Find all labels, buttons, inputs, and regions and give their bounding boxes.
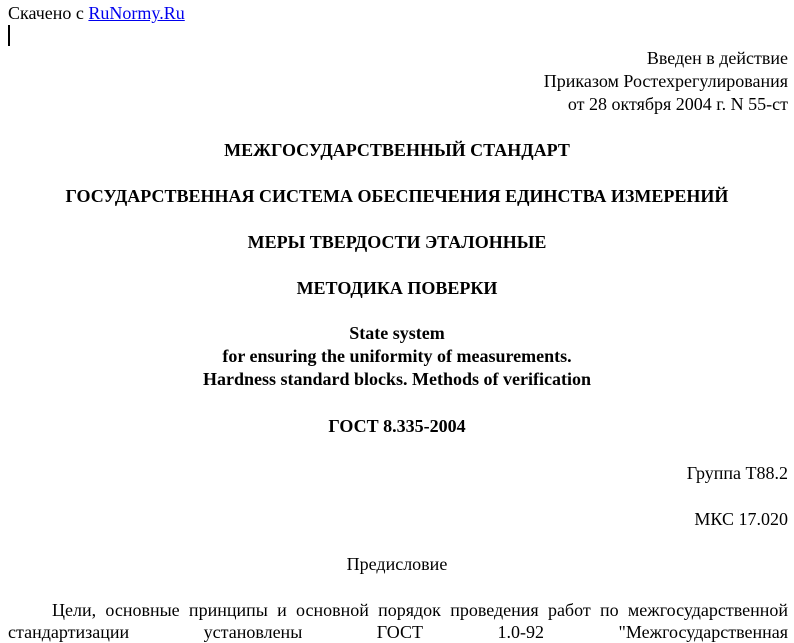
group-label: Группа Т88.2 — [686, 463, 788, 483]
english-title — [0, 322, 794, 391]
preface-heading: Предисловие — [346, 554, 448, 574]
english-title-line-2: for ensuring the uniformity of measurements. — [222, 346, 572, 366]
gost-code: ГОСТ 8.335-2004 — [328, 416, 466, 436]
method-title: МЕТОДИКА ПОВЕРКИ — [296, 278, 498, 298]
standard-type-title: МЕЖГОСУДАРСТВЕННЫЙ СТАНДАРТ — [224, 140, 570, 160]
enactment-line-1: Введен в действие — [646, 48, 788, 68]
subject-title: МЕРЫ ТВЕРДОСТИ ЭТАЛОННЫЕ — [247, 232, 547, 252]
enactment-line-3: от 28 октября 2004 г. N 55-ст — [567, 94, 788, 114]
source-line — [8, 3, 185, 23]
enactment-block — [544, 47, 788, 116]
text-caret — [8, 25, 10, 46]
system-title: ГОСУДАРСТВЕННАЯ СИСТЕМА ОБЕСПЕЧЕНИЯ ЕДИНСТВА ИЗМЕРЕНИЙ — [65, 186, 729, 206]
source-prefix: Скачено с — [8, 3, 84, 23]
mks-label: МКС 17.020 — [694, 509, 788, 529]
english-title-line-3: Hardness standard blocks. Methods of verification — [202, 369, 591, 389]
english-title-line-1: State system — [349, 323, 445, 343]
body-paragraph: Цели, основные принципы и основной порядок проведения работ по межгосударственной стандартизации установлены ГОСТ 1.0-92 "Межгосударственная — [8, 600, 788, 642]
enactment-line-2: Приказом Ростехрегулирования — [543, 71, 788, 91]
source-link[interactable]: RuNormy.Ru — [88, 3, 185, 23]
